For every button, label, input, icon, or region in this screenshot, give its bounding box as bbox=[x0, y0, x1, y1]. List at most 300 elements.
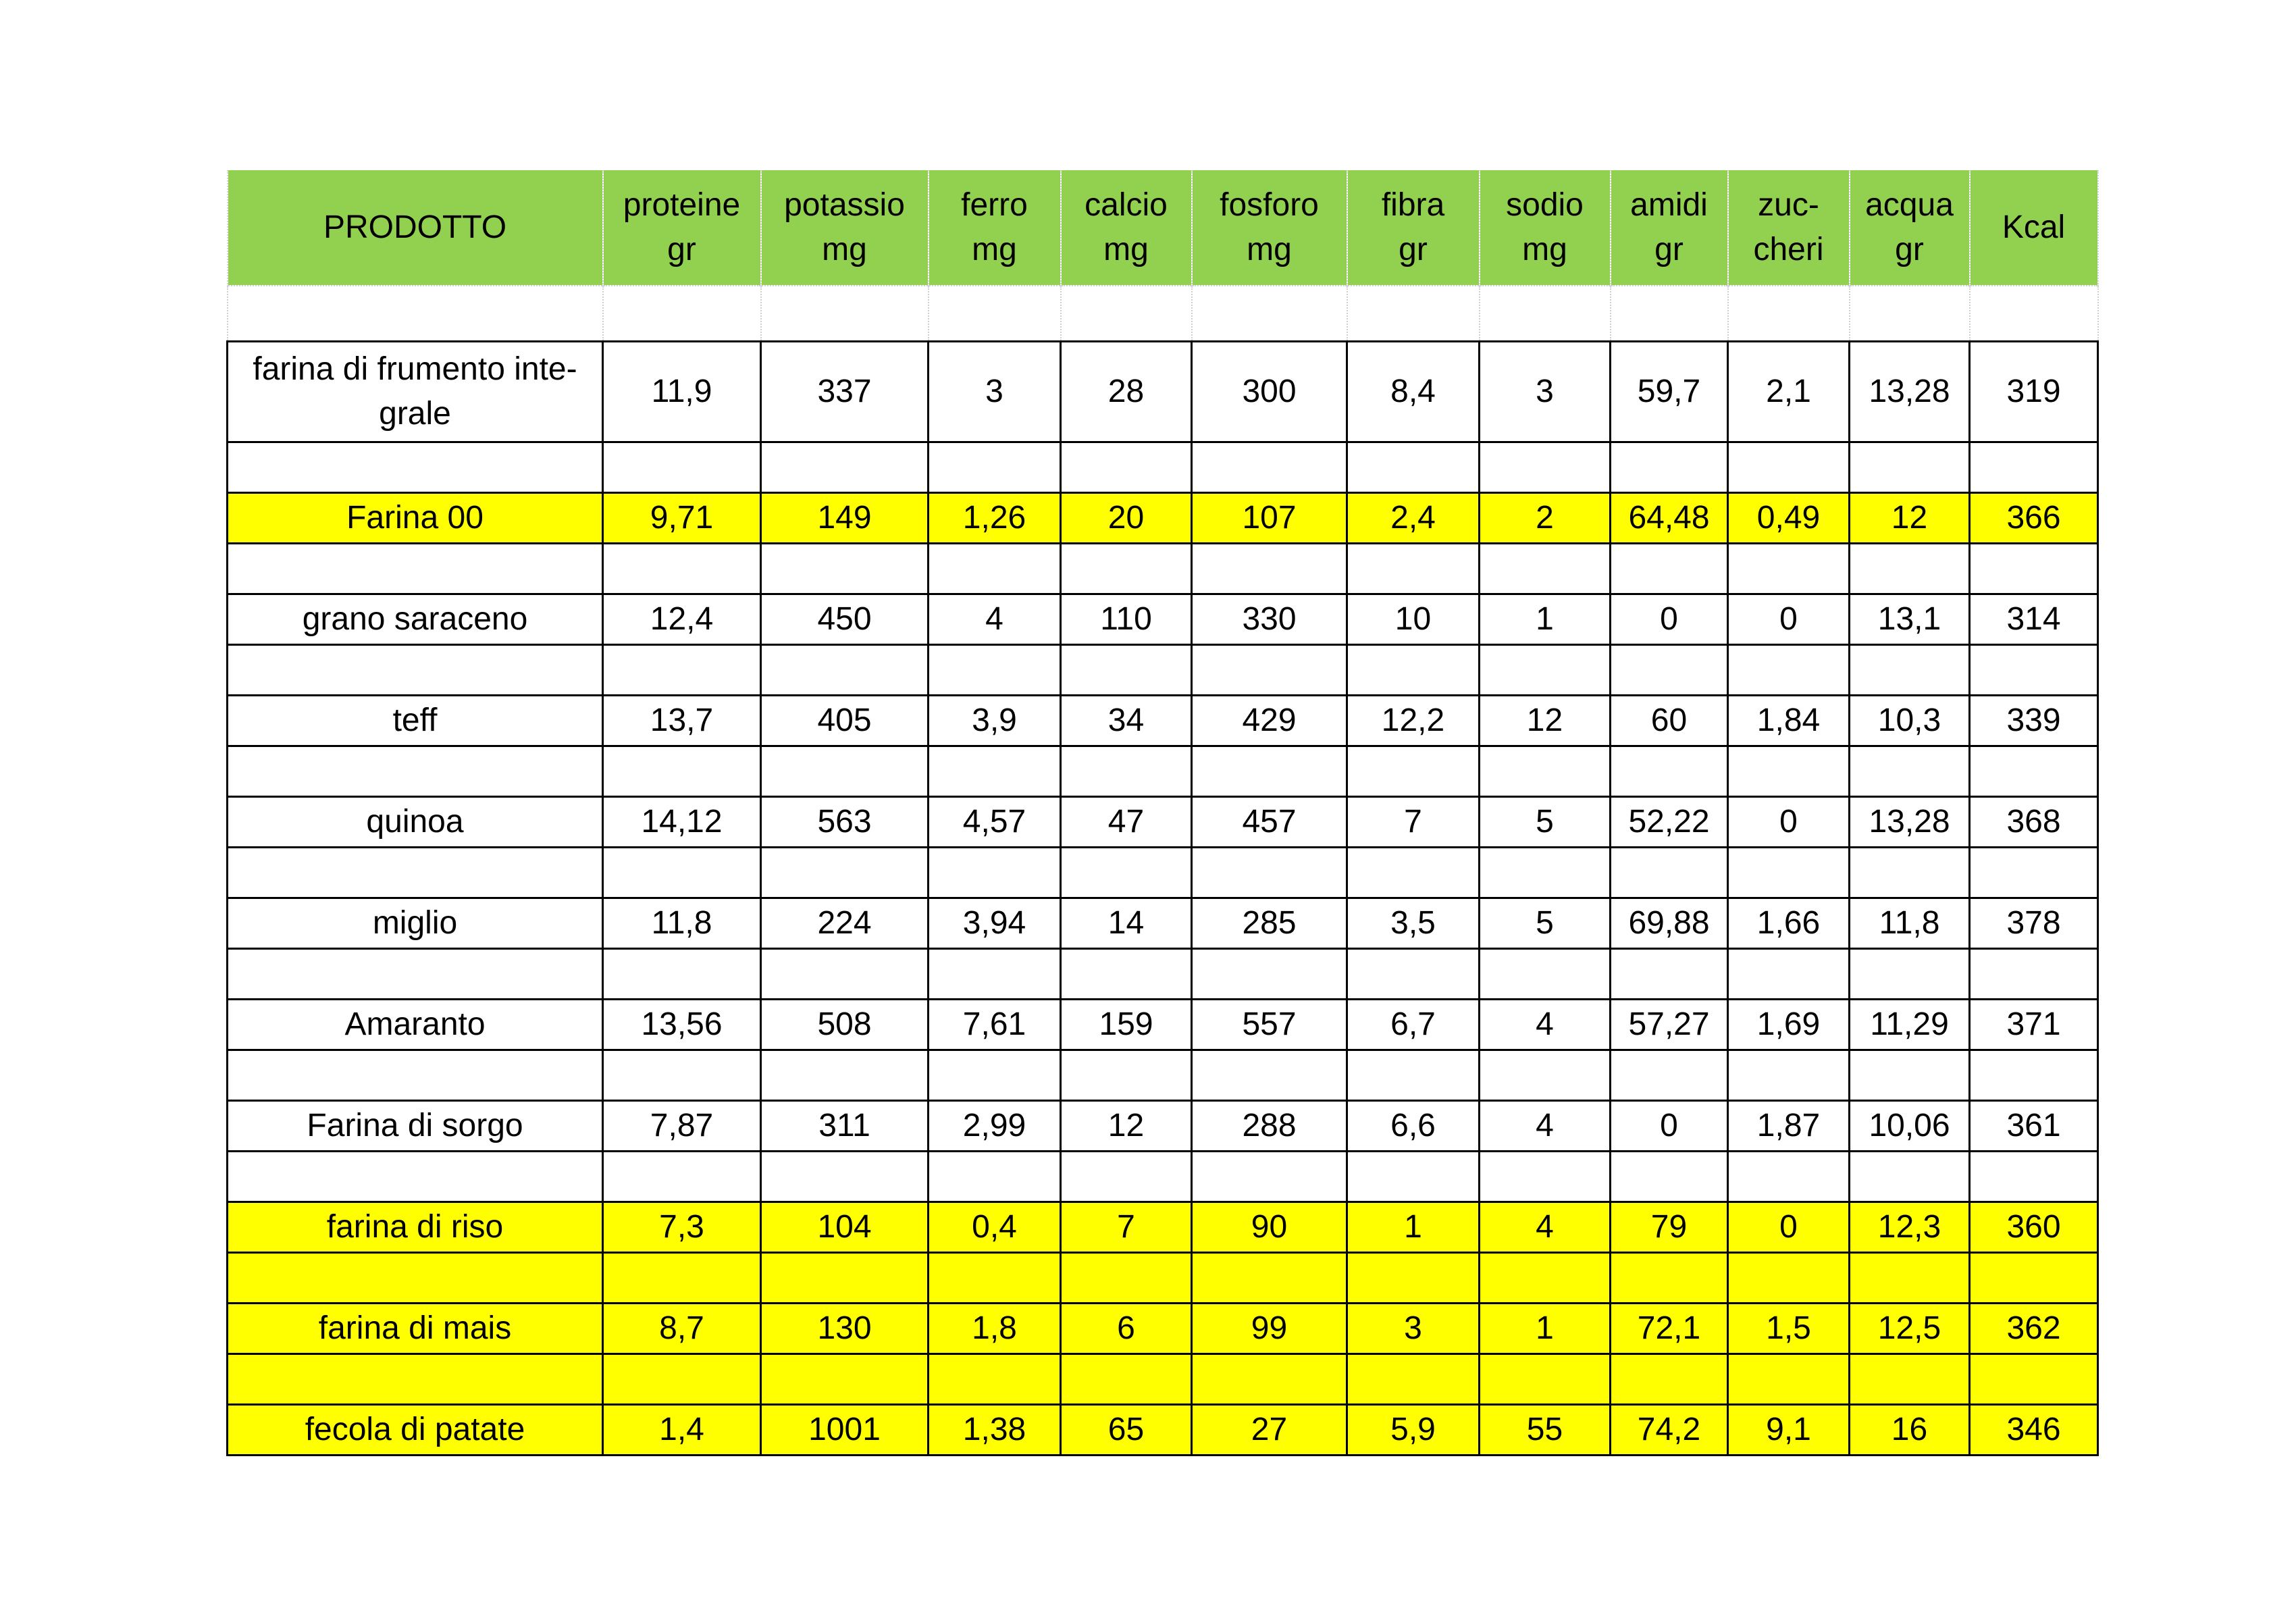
value-cell-fibra: 6,6 bbox=[1347, 1101, 1480, 1152]
value-cell-acqua: 13,28 bbox=[1850, 342, 1970, 442]
column-header-unit: cheri bbox=[1753, 232, 1824, 267]
empty-cell bbox=[1728, 1152, 1850, 1202]
value-cell-calcio: 6 bbox=[1061, 1304, 1192, 1354]
value-cell-acqua: 11,29 bbox=[1850, 1000, 1970, 1050]
empty-cell bbox=[929, 645, 1061, 696]
table-row bbox=[228, 1101, 2098, 1152]
empty-cell bbox=[1970, 848, 2098, 898]
empty-cell bbox=[1850, 1253, 1970, 1304]
empty-cell bbox=[228, 1050, 603, 1101]
value-cell-sodio: 1 bbox=[1480, 594, 1611, 645]
empty-cell bbox=[1480, 949, 1611, 1000]
empty-cell bbox=[603, 949, 761, 1000]
column-header-fibra bbox=[1347, 170, 1480, 286]
value-cell-acqua: 12,5 bbox=[1850, 1304, 1970, 1354]
value-cell-kcal: 366 bbox=[1970, 493, 2098, 544]
value-cell-calcio: 65 bbox=[1061, 1405, 1192, 1455]
empty-cell bbox=[1480, 746, 1611, 797]
empty-cell bbox=[929, 286, 1061, 342]
value-cell-amidi: 79 bbox=[1611, 1202, 1728, 1253]
empty-cell bbox=[228, 1152, 603, 1202]
empty-cell bbox=[603, 1354, 761, 1405]
value-cell-fosforo: 429 bbox=[1192, 696, 1347, 746]
empty-cell bbox=[761, 1354, 929, 1405]
empty-cell bbox=[1480, 1354, 1611, 1405]
column-header-potassio bbox=[761, 170, 929, 286]
value-cell-fosforo: 99 bbox=[1192, 1304, 1347, 1354]
value-cell-sodio: 2 bbox=[1480, 493, 1611, 544]
empty-cell bbox=[1728, 746, 1850, 797]
empty-cell bbox=[1480, 1152, 1611, 1202]
empty-cell bbox=[1061, 1152, 1192, 1202]
column-header-name: calcio bbox=[1085, 187, 1168, 223]
column-header-name: proteine bbox=[623, 187, 741, 223]
value-cell-calcio: 47 bbox=[1061, 797, 1192, 848]
column-header-name: PRODOTTO bbox=[323, 209, 507, 245]
empty-cell bbox=[1061, 1354, 1192, 1405]
table-row bbox=[228, 342, 2098, 442]
empty-cell bbox=[761, 645, 929, 696]
column-header-amidi bbox=[1611, 170, 1728, 286]
value-cell-fibra: 12,2 bbox=[1347, 696, 1480, 746]
empty-cell bbox=[929, 1253, 1061, 1304]
column-header-name: sodio bbox=[1506, 187, 1584, 223]
empty-cell bbox=[1611, 1152, 1728, 1202]
product-name: Farina 00 bbox=[346, 500, 484, 536]
empty-cell bbox=[1480, 848, 1611, 898]
column-header-unit: gr bbox=[1895, 232, 1924, 267]
value-cell-fosforo: 457 bbox=[1192, 797, 1347, 848]
empty-cell bbox=[1970, 1050, 2098, 1101]
value-cell-sodio: 4 bbox=[1480, 1101, 1611, 1152]
empty-cell bbox=[603, 544, 761, 594]
empty-cell bbox=[761, 848, 929, 898]
value-cell-amidi: 59,7 bbox=[1611, 342, 1728, 442]
value-cell-proteine: 12,4 bbox=[603, 594, 761, 645]
empty-cell bbox=[1611, 848, 1728, 898]
empty-cell bbox=[1850, 286, 1970, 342]
product-name-cell bbox=[228, 1101, 603, 1152]
empty-cell bbox=[761, 286, 929, 342]
value-cell-amidi: 0 bbox=[1611, 594, 1728, 645]
empty-cell bbox=[1970, 442, 2098, 493]
column-header-kcal bbox=[1970, 170, 2098, 286]
value-cell-potassio: 104 bbox=[761, 1202, 929, 1253]
value-cell-sodio: 12 bbox=[1480, 696, 1611, 746]
value-cell-kcal: 362 bbox=[1970, 1304, 2098, 1354]
value-cell-zuc: 1,69 bbox=[1728, 1000, 1850, 1050]
value-cell-sodio: 5 bbox=[1480, 797, 1611, 848]
empty-cell bbox=[761, 442, 929, 493]
empty-cell bbox=[1970, 645, 2098, 696]
value-cell-calcio: 20 bbox=[1061, 493, 1192, 544]
value-cell-acqua: 13,28 bbox=[1850, 797, 1970, 848]
product-name: teff bbox=[392, 702, 438, 738]
column-header-name: fosforo bbox=[1220, 187, 1319, 223]
value-cell-fibra: 7 bbox=[1347, 797, 1480, 848]
empty-cell bbox=[1970, 1152, 2098, 1202]
empty-cell bbox=[1611, 286, 1728, 342]
value-cell-potassio: 450 bbox=[761, 594, 929, 645]
value-cell-potassio: 130 bbox=[761, 1304, 929, 1354]
empty-cell bbox=[1611, 442, 1728, 493]
value-cell-potassio: 563 bbox=[761, 797, 929, 848]
column-header-calcio bbox=[1061, 170, 1192, 286]
table-row bbox=[228, 1405, 2098, 1455]
value-cell-potassio: 337 bbox=[761, 342, 929, 442]
value-cell-fosforo: 285 bbox=[1192, 898, 1347, 949]
value-cell-kcal: 314 bbox=[1970, 594, 2098, 645]
value-cell-sodio: 5 bbox=[1480, 898, 1611, 949]
empty-cell bbox=[1480, 1050, 1611, 1101]
empty-cell bbox=[1728, 1050, 1850, 1101]
column-header-unit: gr bbox=[1399, 232, 1428, 267]
empty-cell bbox=[761, 1152, 929, 1202]
empty-cell bbox=[1347, 746, 1480, 797]
value-cell-ferro: 4 bbox=[929, 594, 1061, 645]
value-cell-proteine: 11,9 bbox=[603, 342, 761, 442]
empty-cell bbox=[1970, 949, 2098, 1000]
empty-cell bbox=[1192, 442, 1347, 493]
product-name-cell bbox=[228, 1000, 603, 1050]
value-cell-zuc: 9,1 bbox=[1728, 1405, 1850, 1455]
empty-cell bbox=[1061, 949, 1192, 1000]
value-cell-sodio: 4 bbox=[1480, 1202, 1611, 1253]
value-cell-fosforo: 557 bbox=[1192, 1000, 1347, 1050]
value-cell-amidi: 64,48 bbox=[1611, 493, 1728, 544]
empty-cell bbox=[1347, 1050, 1480, 1101]
column-header-sodio bbox=[1480, 170, 1611, 286]
empty-cell bbox=[1347, 1152, 1480, 1202]
empty-cell bbox=[603, 848, 761, 898]
value-cell-zuc: 1,5 bbox=[1728, 1304, 1850, 1354]
empty-cell bbox=[228, 1354, 603, 1405]
product-name: fecola di patate bbox=[305, 1412, 525, 1447]
value-cell-fibra: 8,4 bbox=[1347, 342, 1480, 442]
value-cell-potassio: 149 bbox=[761, 493, 929, 544]
value-cell-potassio: 508 bbox=[761, 1000, 929, 1050]
value-cell-amidi: 57,27 bbox=[1611, 1000, 1728, 1050]
empty-cell bbox=[1850, 645, 1970, 696]
value-cell-kcal: 378 bbox=[1970, 898, 2098, 949]
empty-cell bbox=[1728, 848, 1850, 898]
empty-cell bbox=[1061, 645, 1192, 696]
value-cell-proteine: 11,8 bbox=[603, 898, 761, 949]
product-name-cell bbox=[228, 1202, 603, 1253]
empty-cell bbox=[1061, 1253, 1192, 1304]
value-cell-ferro: 3 bbox=[929, 342, 1061, 442]
empty-cell bbox=[1850, 848, 1970, 898]
product-name: farina di frumento inte- bbox=[253, 351, 577, 387]
empty-cell bbox=[929, 544, 1061, 594]
value-cell-ferro: 4,57 bbox=[929, 797, 1061, 848]
value-cell-ferro: 1,26 bbox=[929, 493, 1061, 544]
empty-cell bbox=[1347, 949, 1480, 1000]
column-header-unit: gr bbox=[1654, 232, 1684, 267]
value-cell-amidi: 72,1 bbox=[1611, 1304, 1728, 1354]
column-header-name: ferro bbox=[961, 187, 1028, 223]
value-cell-fosforo: 27 bbox=[1192, 1405, 1347, 1455]
empty-cell bbox=[1192, 645, 1347, 696]
separator-row bbox=[228, 544, 2098, 594]
empty-cell bbox=[1611, 1253, 1728, 1304]
table-row bbox=[228, 898, 2098, 949]
empty-cell bbox=[228, 442, 603, 493]
value-cell-calcio: 7 bbox=[1061, 1202, 1192, 1253]
value-cell-kcal: 371 bbox=[1970, 1000, 2098, 1050]
value-cell-zuc: 1,84 bbox=[1728, 696, 1850, 746]
value-cell-ferro: 3,9 bbox=[929, 696, 1061, 746]
table-row bbox=[228, 1304, 2098, 1354]
empty-cell bbox=[1192, 1152, 1347, 1202]
empty-cell bbox=[1970, 286, 2098, 342]
empty-cell bbox=[1347, 1354, 1480, 1405]
empty-cell bbox=[929, 1354, 1061, 1405]
product-name: Farina di sorgo bbox=[307, 1108, 523, 1143]
table-row bbox=[228, 1000, 2098, 1050]
empty-cell bbox=[228, 544, 603, 594]
separator-row bbox=[228, 949, 2098, 1000]
value-cell-zuc: 0 bbox=[1728, 594, 1850, 645]
header-row bbox=[228, 170, 2098, 286]
empty-cell bbox=[603, 1253, 761, 1304]
product-name-cell bbox=[228, 493, 603, 544]
empty-cell bbox=[1728, 544, 1850, 594]
empty-cell bbox=[1347, 286, 1480, 342]
empty-cell bbox=[228, 645, 603, 696]
separator-row bbox=[228, 1050, 2098, 1101]
empty-cell bbox=[228, 1253, 603, 1304]
empty-cell bbox=[1611, 645, 1728, 696]
value-cell-ferro: 7,61 bbox=[929, 1000, 1061, 1050]
value-cell-ferro: 0,4 bbox=[929, 1202, 1061, 1253]
empty-cell bbox=[1347, 544, 1480, 594]
column-header-unit: gr bbox=[667, 232, 696, 267]
value-cell-acqua: 11,8 bbox=[1850, 898, 1970, 949]
empty-cell bbox=[1061, 848, 1192, 898]
separator-row bbox=[228, 1354, 2098, 1405]
value-cell-potassio: 311 bbox=[761, 1101, 929, 1152]
empty-cell bbox=[761, 544, 929, 594]
column-header-ferro bbox=[929, 170, 1061, 286]
value-cell-amidi: 60 bbox=[1611, 696, 1728, 746]
value-cell-potassio: 1001 bbox=[761, 1405, 929, 1455]
value-cell-acqua: 10,06 bbox=[1850, 1101, 1970, 1152]
empty-cell bbox=[228, 746, 603, 797]
empty-cell bbox=[228, 848, 603, 898]
empty-cell bbox=[929, 949, 1061, 1000]
value-cell-kcal: 360 bbox=[1970, 1202, 2098, 1253]
product-name: Amaranto bbox=[344, 1006, 486, 1042]
value-cell-acqua: 12 bbox=[1850, 493, 1970, 544]
empty-cell bbox=[603, 1050, 761, 1101]
table-row bbox=[228, 696, 2098, 746]
separator-row bbox=[228, 1152, 2098, 1202]
empty-cell bbox=[1480, 442, 1611, 493]
value-cell-ferro: 3,94 bbox=[929, 898, 1061, 949]
value-cell-fosforo: 90 bbox=[1192, 1202, 1347, 1253]
value-cell-sodio: 55 bbox=[1480, 1405, 1611, 1455]
value-cell-kcal: 361 bbox=[1970, 1101, 2098, 1152]
empty-cell bbox=[1192, 544, 1347, 594]
empty-cell bbox=[1728, 645, 1850, 696]
empty-cell bbox=[1347, 442, 1480, 493]
empty-cell bbox=[1192, 746, 1347, 797]
value-cell-fosforo: 300 bbox=[1192, 342, 1347, 442]
separator-row bbox=[228, 746, 2098, 797]
empty-cell bbox=[1192, 1050, 1347, 1101]
empty-cell bbox=[929, 1050, 1061, 1101]
column-header-name: fibra bbox=[1381, 187, 1445, 223]
empty-cell bbox=[929, 1152, 1061, 1202]
value-cell-kcal: 368 bbox=[1970, 797, 2098, 848]
empty-cell bbox=[1850, 442, 1970, 493]
empty-cell bbox=[1850, 1354, 1970, 1405]
value-cell-zuc: 0,49 bbox=[1728, 493, 1850, 544]
value-cell-amidi: 74,2 bbox=[1611, 1405, 1728, 1455]
value-cell-kcal: 339 bbox=[1970, 696, 2098, 746]
empty-cell bbox=[603, 442, 761, 493]
value-cell-amidi: 52,22 bbox=[1611, 797, 1728, 848]
value-cell-proteine: 14,12 bbox=[603, 797, 761, 848]
table-row bbox=[228, 493, 2098, 544]
empty-cell bbox=[1728, 286, 1850, 342]
column-header-proteine bbox=[603, 170, 761, 286]
empty-cell bbox=[1970, 746, 2098, 797]
product-name-cell bbox=[228, 1405, 603, 1455]
column-header-name: zuc- bbox=[1758, 187, 1819, 223]
column-header-unit: mg bbox=[1247, 232, 1292, 267]
value-cell-proteine: 13,56 bbox=[603, 1000, 761, 1050]
value-cell-ferro: 1,8 bbox=[929, 1304, 1061, 1354]
column-header-name: amidi bbox=[1630, 187, 1708, 223]
empty-cell bbox=[1192, 848, 1347, 898]
table-row bbox=[228, 797, 2098, 848]
value-cell-calcio: 28 bbox=[1061, 342, 1192, 442]
empty-cell bbox=[1347, 645, 1480, 696]
value-cell-ferro: 2,99 bbox=[929, 1101, 1061, 1152]
empty-cell bbox=[1850, 1050, 1970, 1101]
value-cell-acqua: 10,3 bbox=[1850, 696, 1970, 746]
column-header-zuc bbox=[1728, 170, 1850, 286]
value-cell-zuc: 0 bbox=[1728, 1202, 1850, 1253]
empty-cell bbox=[1611, 746, 1728, 797]
empty-cell bbox=[1728, 1253, 1850, 1304]
empty-cell bbox=[1611, 1354, 1728, 1405]
value-cell-proteine: 8,7 bbox=[603, 1304, 761, 1354]
value-cell-fibra: 1 bbox=[1347, 1202, 1480, 1253]
value-cell-zuc: 2,1 bbox=[1728, 342, 1850, 442]
value-cell-proteine: 13,7 bbox=[603, 696, 761, 746]
empty-cell bbox=[1850, 949, 1970, 1000]
product-name-cell bbox=[228, 797, 603, 848]
separator-row bbox=[228, 848, 2098, 898]
empty-cell bbox=[1970, 1354, 2098, 1405]
empty-cell bbox=[761, 746, 929, 797]
empty-cell bbox=[1480, 286, 1611, 342]
value-cell-calcio: 110 bbox=[1061, 594, 1192, 645]
value-cell-potassio: 224 bbox=[761, 898, 929, 949]
value-cell-proteine: 1,4 bbox=[603, 1405, 761, 1455]
empty-cell bbox=[1192, 1253, 1347, 1304]
empty-cell bbox=[1728, 949, 1850, 1000]
empty-cell bbox=[1611, 949, 1728, 1000]
empty-cell bbox=[1480, 645, 1611, 696]
empty-cell bbox=[603, 645, 761, 696]
empty-cell bbox=[228, 949, 603, 1000]
value-cell-fibra: 10 bbox=[1347, 594, 1480, 645]
value-cell-acqua: 16 bbox=[1850, 1405, 1970, 1455]
column-header-unit: mg bbox=[822, 232, 867, 267]
product-name-cell bbox=[228, 898, 603, 949]
separator-row bbox=[228, 1253, 2098, 1304]
value-cell-calcio: 12 bbox=[1061, 1101, 1192, 1152]
empty-cell bbox=[1347, 1253, 1480, 1304]
value-cell-zuc: 1,66 bbox=[1728, 898, 1850, 949]
empty-cell bbox=[1850, 746, 1970, 797]
value-cell-fosforo: 288 bbox=[1192, 1101, 1347, 1152]
column-header-name: potassio bbox=[784, 187, 905, 223]
empty-cell bbox=[1850, 1152, 1970, 1202]
value-cell-zuc: 1,87 bbox=[1728, 1101, 1850, 1152]
empty-cell bbox=[1061, 544, 1192, 594]
column-header-unit: mg bbox=[972, 232, 1017, 267]
empty-cell bbox=[1192, 1354, 1347, 1405]
empty-cell bbox=[1061, 286, 1192, 342]
empty-cell bbox=[1347, 848, 1480, 898]
empty-cell bbox=[603, 1152, 761, 1202]
value-cell-fibra: 3 bbox=[1347, 1304, 1480, 1354]
column-header-name: acqua bbox=[1865, 187, 1954, 223]
empty-cell bbox=[1061, 442, 1192, 493]
value-cell-sodio: 4 bbox=[1480, 1000, 1611, 1050]
column-header-unit: mg bbox=[1522, 232, 1567, 267]
empty-cell bbox=[1192, 286, 1347, 342]
product-name: miglio bbox=[372, 905, 458, 941]
empty-cell bbox=[228, 286, 603, 342]
product-name: grano saraceno bbox=[302, 601, 528, 637]
separator-row bbox=[228, 442, 2098, 493]
spacer-row bbox=[228, 286, 2098, 342]
product-name-cell bbox=[228, 1304, 603, 1354]
empty-cell bbox=[761, 1253, 929, 1304]
empty-cell bbox=[1061, 746, 1192, 797]
value-cell-zuc: 0 bbox=[1728, 797, 1850, 848]
empty-cell bbox=[1192, 949, 1347, 1000]
value-cell-potassio: 405 bbox=[761, 696, 929, 746]
product-name: quinoa bbox=[366, 804, 464, 840]
empty-cell bbox=[1728, 442, 1850, 493]
empty-cell bbox=[761, 949, 929, 1000]
empty-cell bbox=[1728, 1354, 1850, 1405]
value-cell-fosforo: 330 bbox=[1192, 594, 1347, 645]
separator-row bbox=[228, 645, 2098, 696]
empty-cell bbox=[1611, 544, 1728, 594]
value-cell-calcio: 159 bbox=[1061, 1000, 1192, 1050]
value-cell-acqua: 13,1 bbox=[1850, 594, 1970, 645]
value-cell-fibra: 6,7 bbox=[1347, 1000, 1480, 1050]
empty-cell bbox=[1061, 1050, 1192, 1101]
empty-cell bbox=[929, 848, 1061, 898]
empty-cell bbox=[1970, 1253, 2098, 1304]
value-cell-calcio: 34 bbox=[1061, 696, 1192, 746]
value-cell-proteine: 7,3 bbox=[603, 1202, 761, 1253]
value-cell-fibra: 3,5 bbox=[1347, 898, 1480, 949]
value-cell-amidi: 0 bbox=[1611, 1101, 1728, 1152]
empty-cell bbox=[1480, 1253, 1611, 1304]
value-cell-fosforo: 107 bbox=[1192, 493, 1347, 544]
column-header-prodotto bbox=[228, 170, 603, 286]
